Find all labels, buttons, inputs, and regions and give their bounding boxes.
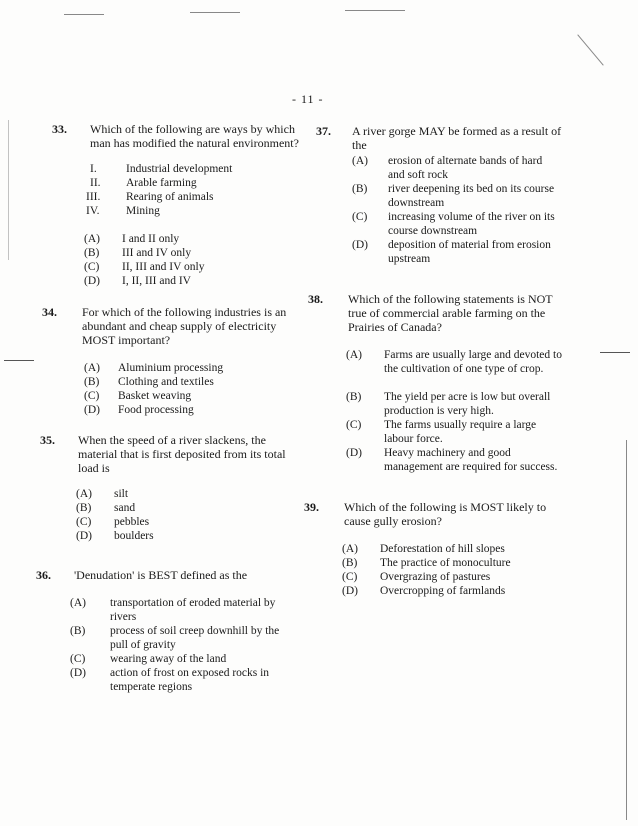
- scan-left-edge: [8, 120, 9, 260]
- question-text: A river gorge MAY be formed as a result of the: [352, 124, 562, 152]
- margin-dash-left: [4, 360, 34, 361]
- margin-dash-right: [600, 352, 630, 353]
- question-38: 38. Which of the following statements is NOT true of commercial arable farming on the Prairies of Canada? (A) Farms are usually large and devoted to the cultivation of one type of crop. (B) The yield per acre is low but overall production is very high. (C) The farms usually require a large labour force. (D) Heavy machinery and good management are required for success.: [308, 292, 562, 473]
- question-36: 36. 'Denudation' is BEST defined as the (A) transportation of eroded material by rivers (B) process of soil creep downhill by the pull of gravity (C) wearing away of the land (D) action of frost on exposed rocks in temperate regions: [36, 568, 302, 698]
- question-number: 38.: [308, 292, 323, 306]
- question-number: 34.: [42, 305, 57, 319]
- scan-speck-top-right: [345, 10, 405, 11]
- scan-speck-top-left: [64, 14, 104, 15]
- scan-speck-top-mid: [190, 12, 240, 13]
- question-number: 37.: [316, 124, 331, 138]
- question-text: When the speed of a river slackens, the material that is first deposited from its total load is: [78, 433, 286, 475]
- scan-corner-mark: [577, 34, 603, 65]
- question-number: 33.: [52, 122, 67, 136]
- question-number: 39.: [304, 500, 319, 514]
- question-number: 36.: [36, 568, 51, 582]
- question-37: 37. A river gorge MAY be formed as a result of the (A) erosion of alternate bands of hard and soft rock (B) river deepening its bed on its course downstream (C) increasing volume of the river on its course downstream (D) deposition of material from erosion upstream: [316, 124, 562, 265]
- scan-right-edge: [626, 440, 627, 820]
- question-35: 35. When the speed of a river slackens, the material that is first deposited from its total load is (A) silt (B) sand (C) pebbles (D) boulders: [40, 433, 302, 545]
- question-text: Which of the following are ways by which man has modified the natural environment?: [90, 122, 299, 150]
- question-text: For which of the following industries is an abundant and cheap supply of electricity MOST important?: [82, 305, 287, 347]
- question-34: 34. For which of the following industries is an abundant and cheap supply of electricity MOST important? (A) Aluminium processing (B) Clothing and textiles (C) Basket weaving (D) Food processing: [42, 305, 302, 420]
- question-text: Which of the following statements is NOT true of commercial arable farming on the Prairies of Canada?: [348, 292, 553, 334]
- question-33: 33. Which of the following are ways by which man has modified the natural environment? I. Industrial development II. Arable farming III. Rearing of animals IV. Mining (A) I and II only (B) III and IV only (C) II, III and IV only (D) I, II, III and IV: [52, 122, 299, 287]
- page-number: - 11 -: [292, 92, 324, 106]
- question-number: 35.: [40, 433, 55, 447]
- question-39: 39. Which of the following is MOST likely to cause gully erosion? (A) Deforestation of hill slopes (B) The practice of monoculture (C) Overgrazing of pastures (D) Overcropping of farmlands: [304, 500, 566, 600]
- question-text: 'Denudation' is BEST defined as the: [74, 568, 248, 582]
- question-text: Which of the following is MOST likely to cause gully erosion?: [344, 500, 547, 528]
